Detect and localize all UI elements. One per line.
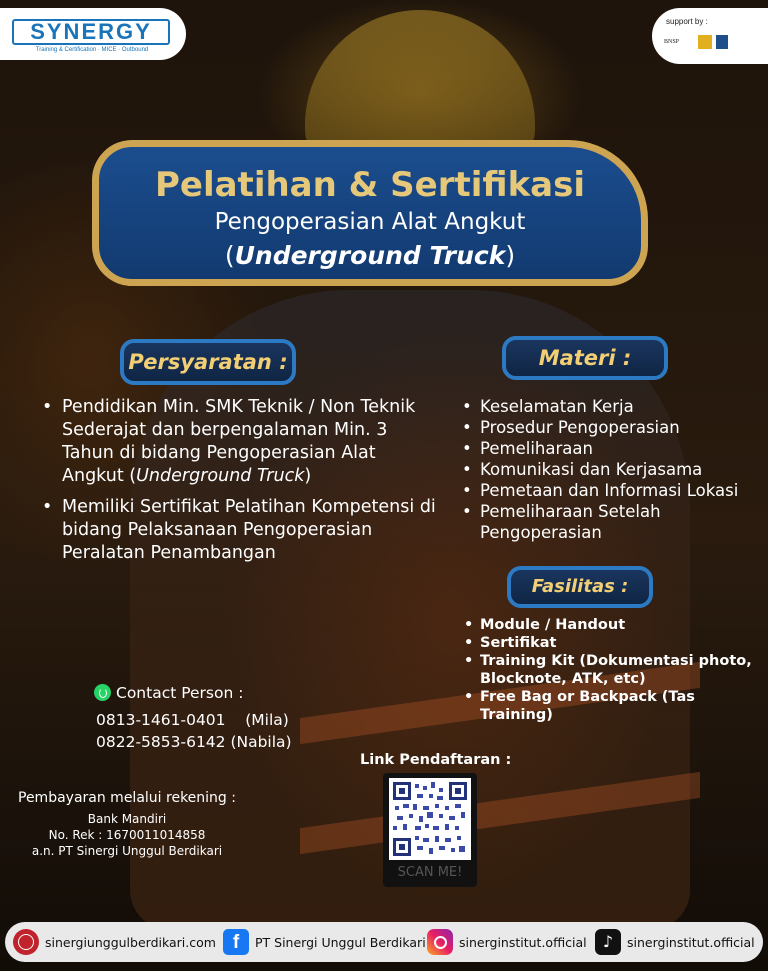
list-item: • Free Bag or Backpack (Tas Training) xyxy=(480,688,768,724)
contact-label: Contact Person : xyxy=(116,684,244,702)
ministry-logo xyxy=(716,35,756,49)
qr-code[interactable] xyxy=(383,773,477,887)
facebook-link[interactable]: PT Sinergi Unggul Berdikari xyxy=(255,934,426,950)
website-link[interactable]: sinergiunggulberdikari.com xyxy=(45,934,216,950)
contact-phone[interactable]: 0813-1461-0401 (Mila) xyxy=(96,711,289,729)
footer-bar xyxy=(5,922,763,962)
partner-logo xyxy=(698,35,712,49)
registration-label: Link Pendaftaran : xyxy=(360,752,512,768)
support-label: support by : xyxy=(666,17,708,26)
payment-bank: Bank Mandiri xyxy=(87,812,167,826)
footer-facebook[interactable] xyxy=(223,922,426,962)
list-item: • Keselamatan Kerja xyxy=(480,396,768,417)
contact-person xyxy=(94,684,243,702)
facilities-heading: Fasilitas : xyxy=(507,566,653,608)
scan-me-label: SCAN ME! xyxy=(397,865,463,880)
footer-website[interactable] xyxy=(13,922,216,962)
footer-instagram[interactable] xyxy=(427,922,587,962)
worker-helmet-image xyxy=(305,10,535,160)
qr-code-image[interactable] xyxy=(389,778,471,860)
requirements-heading: Persyaratan : xyxy=(120,339,296,385)
whatsapp-icon xyxy=(94,684,111,701)
list-item: • Training Kit (Dokumentasi photo, Blocknote, ATK, etc) xyxy=(480,652,768,688)
support-panel xyxy=(652,8,768,64)
payment-holder: a.n. PT Sinergi Unggul Berdikari xyxy=(31,844,223,858)
payment-title: Pembayaran melalui rekening : xyxy=(18,790,236,806)
logo-tagline: Training & Certification · MICE · Outbound xyxy=(35,47,149,53)
list-item: • Memiliki Sertifikat Pelatihan Kompetensi di bidang Pelaksanaan Pengoperasian Peralatan Penambangan xyxy=(62,496,440,565)
list-item: • Module / Handout xyxy=(480,616,768,634)
page-subtitle-2: (Underground Truck) xyxy=(224,241,516,270)
materials-heading: Materi : xyxy=(502,336,668,380)
list-item: • Komunikasi dan Kerjasama xyxy=(480,459,768,480)
list-item: • Prosedur Pengoperasian xyxy=(480,417,768,438)
list-item: • Pemetaan dan Informasi Lokasi xyxy=(480,480,768,501)
footer-tiktok[interactable] xyxy=(595,922,755,962)
logo-wordmark: SYNERGY xyxy=(12,19,170,45)
payment-account: No. Rek : 1670011014858 xyxy=(48,828,206,842)
list-item: • Sertifikat xyxy=(480,634,768,652)
list-item: • Pemeliharaan Setelah Pengoperasian xyxy=(480,501,768,543)
synergy-logo xyxy=(0,8,186,60)
tiktok-icon: ♪ xyxy=(595,929,621,955)
page-title: Pelatihan & Sertifikasi xyxy=(154,165,586,205)
title-panel xyxy=(92,140,648,286)
list-item: • Pendidikan Min. SMK Teknik / Non Teknik Sederajat dan berpengalaman Min. 3 Tahun di bidang Pengoperasian Alat Angkut (Underground Truck) xyxy=(62,396,440,488)
globe-icon xyxy=(13,929,39,955)
list-item: • Pemeliharaan xyxy=(480,438,768,459)
materials-list xyxy=(480,396,768,543)
tiktok-link[interactable]: sinerginstitut.official xyxy=(627,934,755,950)
requirements-list xyxy=(62,396,440,573)
qr-pattern xyxy=(393,782,467,856)
instagram-icon xyxy=(427,929,453,955)
facilities-list xyxy=(480,616,768,724)
facebook-icon: f xyxy=(223,929,249,955)
bnsp-logo: BNSP xyxy=(664,39,680,45)
contact-phone[interactable]: 0822-5853-6142 (Nabila) xyxy=(96,733,292,751)
instagram-link[interactable]: sinerginstitut.official xyxy=(459,934,587,950)
page-subtitle: Pengoperasian Alat Angkut xyxy=(214,209,526,235)
